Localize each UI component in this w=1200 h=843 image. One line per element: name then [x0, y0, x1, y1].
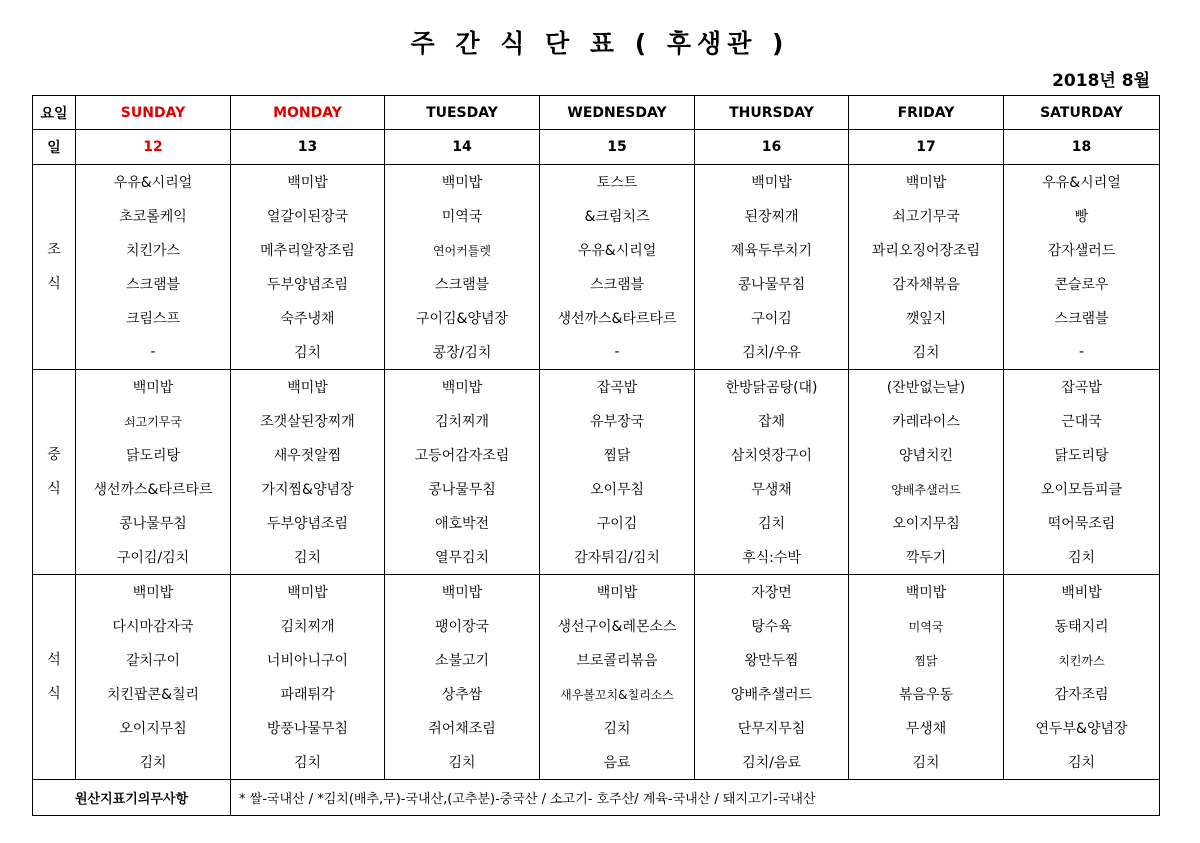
menu-item: 치킨팝콘&칠리: [76, 677, 231, 711]
meal-label-char: 식: [47, 276, 61, 292]
menu-item: 갈치구이: [76, 643, 231, 677]
menu-item: 스크램블: [76, 267, 231, 301]
menu-item: 우유&시리얼: [1004, 165, 1160, 200]
day-sunday: SUNDAY: [76, 96, 231, 130]
dinner-row: [33, 609, 1160, 643]
menu-item: 스크램블: [1004, 301, 1160, 335]
date-cell: 14: [385, 130, 540, 165]
date-label-cell: 일: [33, 130, 76, 165]
menu-item: 김치찌개: [385, 404, 540, 438]
menu-item: 콩나물무침: [385, 472, 540, 506]
menu-item: 두부양념조림: [231, 506, 385, 540]
menu-item: 깻잎지: [849, 301, 1004, 335]
menu-item: 오이지무침: [849, 506, 1004, 540]
menu-item: -: [1004, 335, 1160, 370]
menu-item: 닭도리탕: [76, 438, 231, 472]
menu-item: 토스트: [540, 165, 695, 200]
meal-label-char: 중: [47, 447, 61, 463]
menu-item: 삼치엿장구이: [695, 438, 849, 472]
menu-item: 우유&시리얼: [540, 233, 695, 267]
menu-item: 김치: [849, 335, 1004, 370]
menu-item: 오이무침: [540, 472, 695, 506]
menu-item: 볶음우동: [849, 677, 1004, 711]
menu-item: 백미밥: [385, 370, 540, 405]
date-cell: 13: [231, 130, 385, 165]
menu-item: 김치: [76, 745, 231, 780]
origin-text: * 쌀-국내산 / *김치(배추,무)-국내산,(고추분)-중국산 / 소고기- 호주산/ 계육-국내산 / 돼지고기-국내산: [231, 780, 1160, 816]
menu-item: 양배추샐러드: [695, 677, 849, 711]
menu-item: 무생채: [849, 711, 1004, 745]
menu-item: 우유&시리얼: [76, 165, 231, 200]
menu-item: 브로콜리볶음: [540, 643, 695, 677]
menu-item: -: [76, 335, 231, 370]
menu-item: 김치: [385, 745, 540, 780]
breakfast-row: [33, 335, 1160, 370]
dinner-row: [33, 575, 1160, 610]
menu-item: 김치: [695, 506, 849, 540]
day-header-row: [33, 96, 1160, 130]
breakfast-row: [33, 165, 1160, 200]
lunch-row: [33, 506, 1160, 540]
weekly-menu-table: [32, 95, 1160, 816]
menu-item: 새우젓알찜: [231, 438, 385, 472]
lunch-row: [33, 438, 1160, 472]
menu-item: 스크램블: [385, 267, 540, 301]
menu-item: 다시마감자국: [76, 609, 231, 643]
menu-item: 오이지무침: [76, 711, 231, 745]
menu-item: 김치: [231, 540, 385, 575]
menu-item: 백미밥: [231, 575, 385, 610]
menu-item: 백미밥: [695, 165, 849, 200]
menu-item: 팽이장국: [385, 609, 540, 643]
menu-item: 연두부&양념장: [1004, 711, 1160, 745]
menu-item: 연어커틀렛: [385, 233, 540, 267]
menu-item: 백미밥: [849, 165, 1004, 200]
menu-item: 깍두기: [849, 540, 1004, 575]
menu-item: 크림스프: [76, 301, 231, 335]
breakfast-row: [33, 233, 1160, 267]
menu-item: 김치: [1004, 745, 1160, 780]
menu-item: 미역국: [385, 199, 540, 233]
menu-item: 구이김&양념장: [385, 301, 540, 335]
menu-item: 생선구이&레몬소스: [540, 609, 695, 643]
menu-item: 상추쌈: [385, 677, 540, 711]
menu-item: 백미밥: [231, 165, 385, 200]
menu-item: 닭도리탕: [1004, 438, 1160, 472]
menu-item: 파래튀각: [231, 677, 385, 711]
dinner-row: [33, 643, 1160, 677]
menu-item: 양념치킨: [849, 438, 1004, 472]
menu-item: 감자조림: [1004, 677, 1160, 711]
menu-item: 구이김/김치: [76, 540, 231, 575]
menu-item: 미역국: [849, 609, 1004, 643]
date-cell: 16: [695, 130, 849, 165]
menu-item: 두부양념조림: [231, 267, 385, 301]
menu-item: 김치/음료: [695, 745, 849, 780]
menu-item: 잡곡밥: [540, 370, 695, 405]
menu-item: (잔반없는날): [849, 370, 1004, 405]
menu-item: 백미밥: [385, 165, 540, 200]
menu-item: 방풍나물무침: [231, 711, 385, 745]
menu-item: 음료: [540, 745, 695, 780]
lunch-row: [33, 540, 1160, 575]
menu-item: 감자튀김/김치: [540, 540, 695, 575]
menu-item: 콘슬로우: [1004, 267, 1160, 301]
meal-label-char: 식: [47, 481, 61, 497]
breakfast-row: [33, 199, 1160, 233]
menu-item: 생선까스&타르타르: [76, 472, 231, 506]
origin-label: 원산지표기의무사항: [33, 780, 231, 816]
menu-item: 떡어묵조림: [1004, 506, 1160, 540]
menu-item: 한방닭곰탕(대): [695, 370, 849, 405]
menu-item: 소불고기: [385, 643, 540, 677]
menu-item: 동태지리: [1004, 609, 1160, 643]
menu-item: 김치: [231, 335, 385, 370]
menu-item: 열무김치: [385, 540, 540, 575]
menu-item: 꽈리오징어장조림: [849, 233, 1004, 267]
date-row: [33, 130, 1160, 165]
menu-item: 유부장국: [540, 404, 695, 438]
menu-item: 쇠고기무국: [76, 404, 231, 438]
menu-item: 김치찌개: [231, 609, 385, 643]
menu-item: -: [540, 335, 695, 370]
lunch-row: [33, 370, 1160, 405]
menu-item: 치킨까스: [1004, 643, 1160, 677]
dinner-row: [33, 745, 1160, 780]
menu-item: 근대국: [1004, 404, 1160, 438]
menu-item: 초코롤케익: [76, 199, 231, 233]
breakfast-row: [33, 267, 1160, 301]
menu-item: 탕수육: [695, 609, 849, 643]
menu-item: 콩나물무침: [76, 506, 231, 540]
menu-item: 자장면: [695, 575, 849, 610]
menu-item: 쇠고기무국: [849, 199, 1004, 233]
menu-item: 고등어감자조림: [385, 438, 540, 472]
menu-date: 2018년 8월: [1052, 71, 1150, 91]
menu-item: 백미밥: [231, 370, 385, 405]
menu-item: 잡곡밥: [1004, 370, 1160, 405]
menu-item: 왕만두찜: [695, 643, 849, 677]
menu-item: 구이김: [540, 506, 695, 540]
menu-item: 새우볼꼬치&칠리소스: [540, 677, 695, 711]
menu-item: 숙주냉채: [231, 301, 385, 335]
lunch-label: [33, 370, 76, 575]
meal-label-char: 석: [47, 652, 61, 668]
menu-item: 스크램블: [540, 267, 695, 301]
menu-item: 치킨가스: [76, 233, 231, 267]
menu-item: 김치: [231, 745, 385, 780]
menu-item: 애호박전: [385, 506, 540, 540]
day-wednesday: WEDNESDAY: [540, 96, 695, 130]
menu-item: 백미밥: [76, 575, 231, 610]
menu-item: 콩나물무침: [695, 267, 849, 301]
menu-item: 백미밥: [849, 575, 1004, 610]
menu-item: 너비아니구이: [231, 643, 385, 677]
menu-item: 콩장/김치: [385, 335, 540, 370]
menu-item: 감자샐러드: [1004, 233, 1160, 267]
menu-item: 카레라이스: [849, 404, 1004, 438]
date-cell: 12: [76, 130, 231, 165]
menu-item: 백미밥: [540, 575, 695, 610]
breakfast-row: [33, 301, 1160, 335]
menu-item: 메추리알장조림: [231, 233, 385, 267]
day-monday: MONDAY: [231, 96, 385, 130]
menu-item: 찜닭: [849, 643, 1004, 677]
menu-item: 백미밥: [385, 575, 540, 610]
menu-item: 제육두루치기: [695, 233, 849, 267]
menu-item: 김치/우유: [695, 335, 849, 370]
footer-row: [33, 780, 1160, 816]
menu-item: 찜닭: [540, 438, 695, 472]
menu-item: 구이김: [695, 301, 849, 335]
menu-item: 가지찜&양념장: [231, 472, 385, 506]
day-saturday: SATURDAY: [1004, 96, 1160, 130]
menu-item: 단무지무침: [695, 711, 849, 745]
menu-item: &크림치즈: [540, 199, 695, 233]
menu-item: 백비밥: [1004, 575, 1160, 610]
menu-item: 잡채: [695, 404, 849, 438]
lunch-row: [33, 404, 1160, 438]
menu-item: 얼갈이된장국: [231, 199, 385, 233]
lunch-row: [33, 472, 1160, 506]
dinner-label: [33, 575, 76, 780]
menu-item: 김치: [540, 711, 695, 745]
date-cell: 17: [849, 130, 1004, 165]
menu-item: 후식:수박: [695, 540, 849, 575]
menu-item: 된장찌개: [695, 199, 849, 233]
menu-item: 백미밥: [76, 370, 231, 405]
day-label-cell: 요일: [33, 96, 76, 130]
day-tuesday: TUESDAY: [385, 96, 540, 130]
breakfast-label: [33, 165, 76, 370]
menu-item: 빵: [1004, 199, 1160, 233]
meal-label-char: 조: [47, 242, 61, 258]
menu-item: 무생채: [695, 472, 849, 506]
dinner-row: [33, 711, 1160, 745]
menu-item: 김치: [849, 745, 1004, 780]
date-cell: 18: [1004, 130, 1160, 165]
menu-item: 오이모듬피클: [1004, 472, 1160, 506]
page-title: 주 간 식 단 표 ( 후생관 ): [410, 29, 790, 58]
meal-label-char: 식: [47, 686, 61, 702]
menu-item: 김치: [1004, 540, 1160, 575]
menu-item: 쥐어채조림: [385, 711, 540, 745]
menu-item: 감자채볶음: [849, 267, 1004, 301]
dinner-row: [33, 677, 1160, 711]
day-friday: FRIDAY: [849, 96, 1004, 130]
menu-item: 조갯살된장찌개: [231, 404, 385, 438]
day-thursday: THURSDAY: [695, 96, 849, 130]
date-cell: 15: [540, 130, 695, 165]
menu-item: 생선까스&타르타르: [540, 301, 695, 335]
menu-item: 양배추샐러드: [849, 472, 1004, 506]
